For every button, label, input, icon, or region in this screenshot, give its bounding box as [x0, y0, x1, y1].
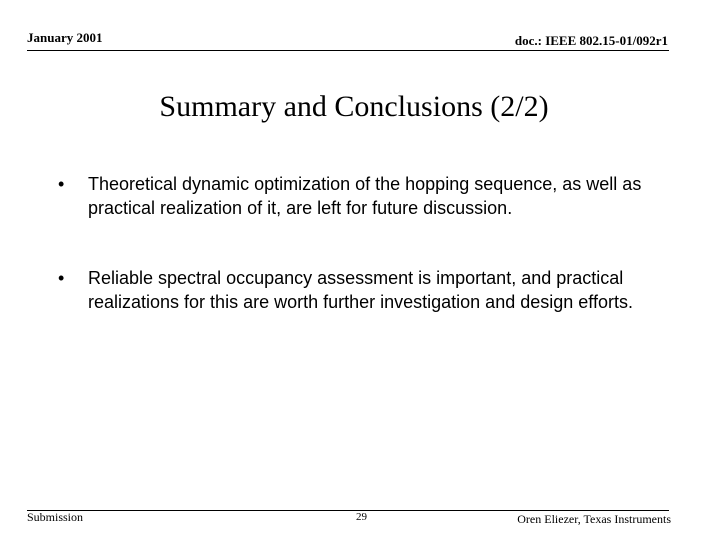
bullet-text: Theoretical dynamic optimization of the hopping sequence, as well as practical realization of it, are left for future discussion.: [88, 174, 642, 218]
bullet-text: Reliable spectral occupancy assessment is important, and practical realizations for this are worth further investigation and design efforts.: [88, 268, 633, 312]
bullet-list: [58, 172, 678, 314]
footer-page-number: 29: [356, 511, 367, 523]
bullet-marker: •: [58, 268, 65, 288]
header-doc-id: doc.: IEEE 802.15-01/092r1: [514, 33, 668, 48]
slide-title: Summary and Conclusions (2/2): [159, 90, 549, 123]
bullet-marker: •: [58, 174, 65, 194]
footer-divider: [27, 510, 669, 511]
header-divider: [27, 50, 669, 51]
header-date: January 2001: [27, 30, 103, 45]
bullet-item: [58, 172, 678, 220]
bullet-item: [58, 266, 678, 314]
footer-submission: Submission: [27, 510, 84, 524]
footer-author: Oren Eliezer, Texas Instruments: [517, 512, 671, 526]
